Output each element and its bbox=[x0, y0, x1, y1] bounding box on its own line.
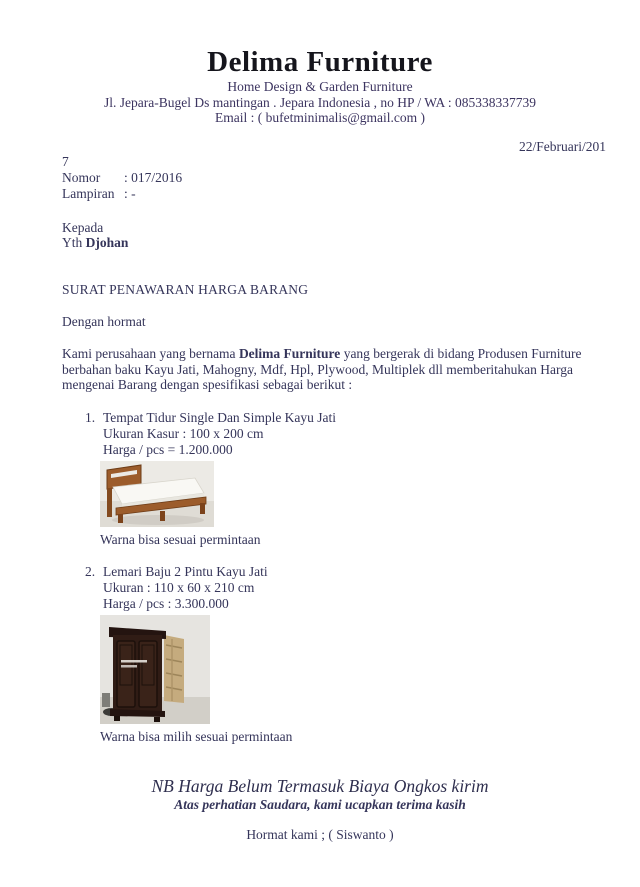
company-title: Delima Furniture bbox=[207, 46, 433, 78]
item-1-price: Harga / pcs = 1.200.000 bbox=[103, 441, 233, 457]
date-line-2: 7 bbox=[62, 154, 69, 170]
letter-fields bbox=[62, 170, 606, 202]
recipient-yth: Yth bbox=[62, 235, 83, 251]
recipient-name-line bbox=[62, 235, 606, 251]
field-nomor-value: : 017/2016 bbox=[124, 170, 183, 186]
item-2-title: Lemari Baju 2 Pintu Kayu Jati bbox=[103, 564, 268, 580]
date-block bbox=[62, 139, 606, 171]
field-nomor bbox=[62, 170, 606, 186]
date-line-1: 22/Februari/201 bbox=[519, 138, 606, 154]
item-1-title: Tempat Tidur Single Dan Simple Kayu Jati bbox=[103, 410, 337, 426]
item-1-title-line bbox=[62, 410, 606, 426]
intro-after: yang bergerak di bidang Produsen Furniture berbahan baku Kayu Jati, Mahogny, Mdf, Hpl, Plywood, Multiplek dll memberitahukan Harga mengenai Barang dengan spesifikasi sebagai berikut : bbox=[62, 345, 582, 393]
field-lampiran-value: : - bbox=[124, 185, 136, 201]
intro-paragraph bbox=[62, 346, 606, 393]
item-1-price-line bbox=[62, 442, 606, 458]
item-2 bbox=[62, 564, 606, 744]
item-1-size: Ukuran Kasur : 100 x 200 cm bbox=[103, 426, 264, 442]
item-2-title-line bbox=[62, 564, 606, 580]
footer-signoff: Hormat kami ; ( Siswanto ) bbox=[246, 826, 394, 842]
field-lampiran bbox=[62, 186, 606, 202]
item-2-size-line bbox=[62, 580, 606, 596]
recipient-kepada: Kepada bbox=[62, 219, 104, 235]
item-1-size-line bbox=[62, 426, 606, 442]
item-1-caption: Warna bisa sesuai permintaan bbox=[100, 531, 261, 547]
item-1-number: 1. bbox=[85, 410, 96, 426]
recipient-block bbox=[62, 220, 606, 252]
recipient-name: Djohan bbox=[85, 235, 129, 251]
item-2-price: Harga / pcs : 3.300.000 bbox=[103, 596, 229, 612]
item-2-size: Ukuran : 110 x 60 x 210 cm bbox=[103, 580, 255, 596]
field-nomor-label: Nomor bbox=[62, 170, 101, 186]
company-subtitle: Home Design & Garden Furniture bbox=[227, 79, 413, 94]
company-email: Email : ( bufetminimalis@gmail.com ) bbox=[214, 110, 425, 125]
field-lampiran-label: Lampiran bbox=[62, 185, 115, 201]
item-2-caption: Warna bisa milih sesuai permintaan bbox=[100, 728, 293, 744]
intro-before: Kami perusahaan yang bernama bbox=[62, 345, 236, 361]
bed-photo bbox=[100, 461, 214, 527]
salutation: Dengan hormat bbox=[62, 314, 146, 330]
company-address: Jl. Jepara-Bugel Ds mantingan . Jepara Indonesia , no HP / WA : 085338337739 bbox=[104, 94, 536, 110]
item-2-price-line bbox=[62, 596, 606, 612]
footer-thanks-line: Atas perhatian Saudara, kami ucapkan terima kasih bbox=[174, 796, 466, 812]
subject-line: SURAT PENAWARAN HARGA BARANG bbox=[62, 282, 309, 298]
intro-company: Delima Furniture bbox=[238, 345, 341, 361]
item-2-number: 2. bbox=[85, 564, 96, 580]
footer-nb-line: NB Harga Belum Termasuk Biaya Ongkos kirim bbox=[151, 775, 489, 796]
letterhead bbox=[34, 46, 606, 126]
wardrobe-photo bbox=[100, 615, 210, 724]
item-1 bbox=[62, 410, 606, 547]
